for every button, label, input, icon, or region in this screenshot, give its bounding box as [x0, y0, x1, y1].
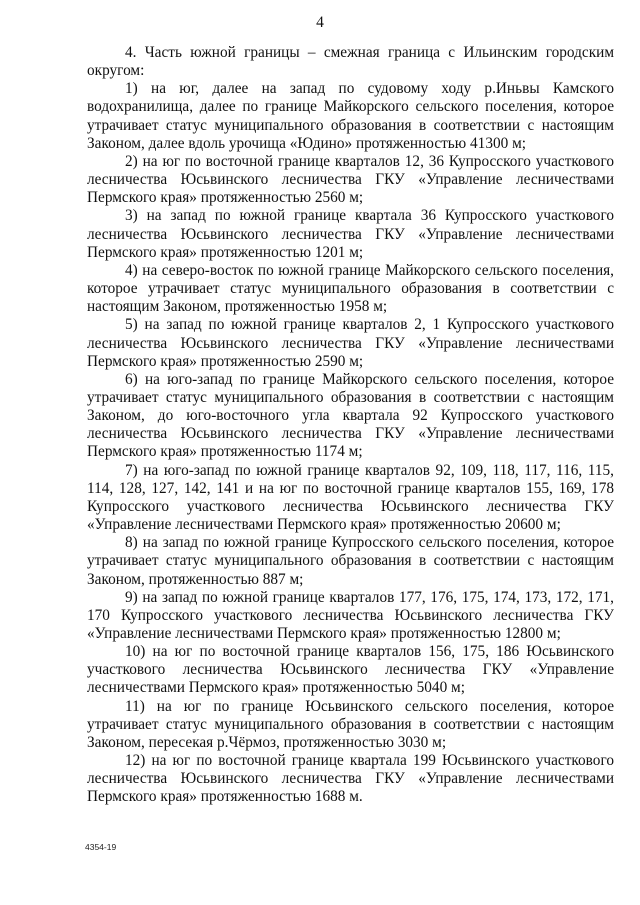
list-item: 12) на юг по восточной границе квартала 199 Юсьвинского участкового лесничества Юсьвинского лесничества ГКУ «Управление лесничествами Пермского края» протяженностью 1688 м. [87, 752, 614, 806]
list-item: 6) на юго-запад по границе Майкорского сельского поселения, которое утрачивает статус муниципального образования в соответствии с настоящим Законом, до юго-восточного угла квартала 92 Купросского участкового лесничества Юсьвинского лесничества ГКУ «Управление лесничествами Пермского края» протяженностью 1174 м; [87, 370, 614, 461]
document-body [87, 44, 614, 807]
list-item: 8) на запад по южной границе Купросского сельского поселения, которое утрачивает статус муниципального образования в соответствии с настоящим Законом, протяженностью 887 м; [87, 534, 614, 588]
list-item: 11) на юг по границе Юсьвинского сельского поселения, которое утрачивает статус муниципального образования в соответствии с настоящим Законом, пересекая р.Чёрмоз, протяженностью 3030 м; [87, 697, 614, 751]
document-code: 4354-19 [85, 842, 117, 852]
list-item: 1) на юг, далее на запад по судовому ходу р.Иньвы Камского водохранилища, далее по границе Майкорского сельского поселения, которое утрачивает статус муниципального образования в соответствии с настоящим Законом, далее вдоль урочища «Юдино» протяженностью 41300 м; [87, 80, 614, 152]
list-item: 3) на запад по южной границе квартала 36 Купросского участкового лесничества Юсьвинского лесничества ГКУ «Управление лесничествами Пермского края» протяженностью 1201 м; [87, 207, 614, 261]
page-number: 4 [316, 14, 324, 31]
list-item: 7) на юго-запад по южной границе кварталов 92, 109, 118, 117, 116, 115, 114, 128, 127, 142, 141 и на юг по восточной границе кварталов 155, 169, 178 Купросского участкового лесничества Юсьвинского лесничества ГКУ «Управление лесничествами Пермского края» протяженностью 20600 м; [87, 461, 614, 534]
list-item: 2) на юг по восточной границе кварталов 12, 36 Купросского участкового лесничества Юсьвинского лесничества ГКУ «Управление лесничествами Пермского края» протяженностью 2560 м; [87, 152, 614, 207]
list-item: 5) на запад по южной границе кварталов 2, 1 Купросского участкового лесничества Юсьвинского лесничества ГКУ «Управление лесничествами Пермского края» протяженностью 2590 м; [87, 316, 614, 370]
list-item: 10) на юг по восточной границе кварталов 156, 175, 186 Юсьвинского участкового лесничества Юсьвинского лесничества ГКУ «Управление лесничествами Пермского края» протяженностью 5040 м; [87, 643, 614, 697]
list-item: 4) на северо-восток по южной границе Майкорского сельского поселения, которое утрачивает статус муниципального образования в соответствии с настоящим Законом, протяженностью 1958 м; [87, 261, 614, 316]
section-heading: 4. Часть южной границы – смежная граница с Ильинским городским округом: [87, 44, 614, 80]
list-item: 9) на запад по южной границе кварталов 177, 176, 175, 174, 173, 172, 171, 170 Купросского участкового лесничества Юсьвинского лесничества ГКУ «Управление лесничествами Пермского края» протяженностью 12800 м; [87, 588, 614, 642]
